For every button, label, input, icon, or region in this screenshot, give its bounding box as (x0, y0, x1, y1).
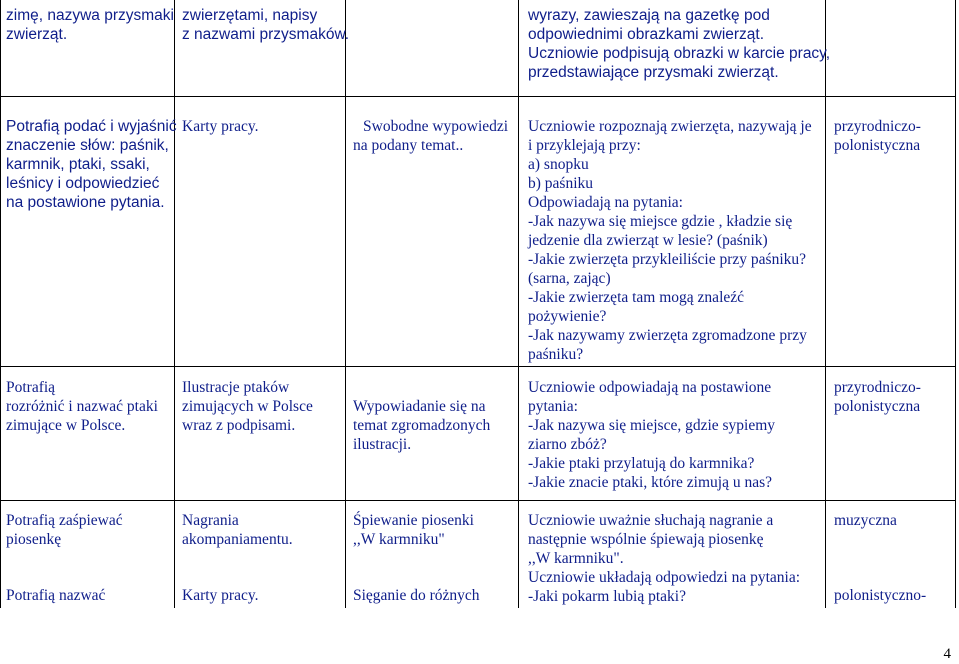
text-line: Potrafią nazwać (6, 587, 106, 604)
table-border-left (0, 0, 1, 608)
text-line: zimę, nazywa przysmaki (6, 7, 174, 24)
text-line: znaczenie słów: paśnik, (6, 137, 169, 154)
table-border-right (955, 0, 956, 608)
text-line: Uczniowie odpowiadają na postawione (528, 379, 772, 396)
page-number: 4 (943, 646, 951, 662)
row3-method (353, 511, 474, 549)
row2-goal (6, 378, 158, 435)
text-line: -Jakie znacie ptaki, które zimują u nas? (528, 474, 773, 491)
row1-materials (182, 117, 258, 136)
text-line: (sarna, zając) (528, 270, 611, 287)
text-line: muzyczna (834, 512, 897, 529)
text-line: pytania: (528, 398, 578, 415)
text-line: jedzenie dla zwierząt w lesie? (paśnik) (528, 232, 768, 249)
row4-goal (6, 586, 105, 605)
text-line: Potrafią (6, 379, 56, 396)
text-line: polonistyczna (834, 137, 921, 154)
text-line: ziarno zbóż? (528, 436, 607, 453)
row2-method (353, 397, 490, 454)
row3-goal (6, 511, 123, 549)
text-line: zwierząt. (6, 26, 68, 43)
text-line: paśniku? (528, 346, 584, 363)
text-line: -Jak nazywamy zwierzęta zgromadzone przy (528, 327, 807, 344)
row-divider-3 (0, 500, 956, 501)
text-line: Karty pracy. (182, 118, 259, 135)
text-line: -Jakie zwierzęta przykleiliście przy paśniku? (528, 251, 807, 268)
row2-domain (834, 378, 921, 416)
col-divider-4 (825, 0, 826, 608)
text-line: -Jakie ptaki przylatują do karmnika? (528, 455, 755, 472)
text-line: zimujące w Polsce. (6, 417, 126, 434)
text-line: przedstawiające przysmaki zwierząt. (528, 64, 779, 81)
text-line: leśnicy i odpowiedzieć (6, 175, 160, 192)
text-line: ,,W karmniku" (353, 531, 445, 548)
row1-domain (834, 117, 921, 155)
row0-activity (528, 6, 830, 82)
text-line: Sięganie do różnych (353, 587, 480, 604)
text-line: a) snopku (528, 156, 589, 173)
text-line: wyrazy, zawieszają na gazetkę pod (528, 7, 770, 24)
row3-materials (182, 511, 293, 549)
row0-materials (182, 6, 349, 44)
row1-activity (528, 117, 812, 364)
text-line: Odpowiadają na pytania: (528, 194, 683, 211)
text-line: akompaniamentu. (182, 531, 293, 548)
row4-materials (182, 586, 258, 605)
text-line: rozróżnić i nazwać ptaki (6, 398, 158, 415)
col-divider-1 (174, 0, 175, 608)
row1-method (353, 117, 508, 155)
text-line: Wypowiadanie się na (353, 398, 486, 415)
text-line: Ilustracje ptaków (182, 379, 290, 396)
text-line: Uczniowie układają odpowiedzi na pytania: (528, 569, 801, 586)
text-line: zimujących w Polsce (182, 398, 313, 415)
text-line: Uczniowie rozpoznają zwierzęta, nazywają je (528, 118, 812, 135)
text-line: przyrodniczo- (834, 118, 921, 135)
row3-activity (528, 511, 800, 606)
text-line: Uczniowie uważnie słuchają nagranie a (528, 512, 774, 529)
text-line: polonistyczno- (834, 587, 927, 604)
row2-activity (528, 378, 775, 492)
text-line: Swobodne wypowiedzi (363, 118, 509, 135)
text-line: następnie wspólnie śpiewają piosenkę (528, 531, 764, 548)
text-line: temat zgromadzonych (353, 417, 491, 434)
row0-goal (6, 6, 174, 44)
text-line: Karty pracy. (182, 587, 259, 604)
row1-goal (6, 117, 177, 212)
row4-method (353, 586, 480, 605)
text-line: zwierzętami, napisy (182, 7, 318, 24)
col-divider-2 (345, 0, 346, 608)
text-line: b) paśniku (528, 175, 594, 192)
text-line: -Jak nazywa się miejsce, gdzie sypiemy (528, 417, 776, 434)
text-line: -Jak nazywa się miejsce gdzie , kładzie się (528, 213, 793, 230)
text-line: na podany temat.. (353, 137, 464, 154)
text-line: na postawione pytania. (6, 194, 165, 211)
text-line: Potrafią zaśpiewać (6, 512, 123, 529)
text-line: karmnik, ptaki, ssaki, (6, 156, 150, 173)
text-line: Śpiewanie piosenki (353, 512, 474, 529)
text-line: -Jakie zwierzęta tam mogą znaleźć (528, 289, 745, 306)
text-line: polonistyczna (834, 398, 921, 415)
row-divider-2 (0, 366, 956, 367)
row-divider-1 (0, 96, 956, 97)
row3-domain (834, 511, 897, 530)
col-divider-3 (518, 0, 519, 608)
text-line: Potrafią podać i wyjaśnić (6, 118, 177, 135)
text-line: ,,W karmniku". (528, 550, 624, 567)
text-line: Nagrania (182, 512, 239, 529)
row2-materials (182, 378, 313, 435)
text-line: Uczniowie podpisują obrazki w karcie pracy, (528, 45, 831, 62)
text-line: -Jaki pokarm lubią ptaki? (528, 588, 686, 605)
text-line: z nazwami przysmaków. (182, 26, 350, 43)
text-line: piosenkę (6, 531, 62, 548)
row4-domain (834, 586, 926, 605)
text-line: przyrodniczo- (834, 379, 921, 396)
text-line: i przyklejają przy: (528, 137, 641, 154)
text-line: wraz z podpisami. (182, 417, 296, 434)
text-line: odpowiednimi obrazkami zwierząt. (528, 26, 765, 43)
text-line: pożywienie? (528, 308, 607, 325)
text-line: ilustracji. (353, 436, 412, 453)
